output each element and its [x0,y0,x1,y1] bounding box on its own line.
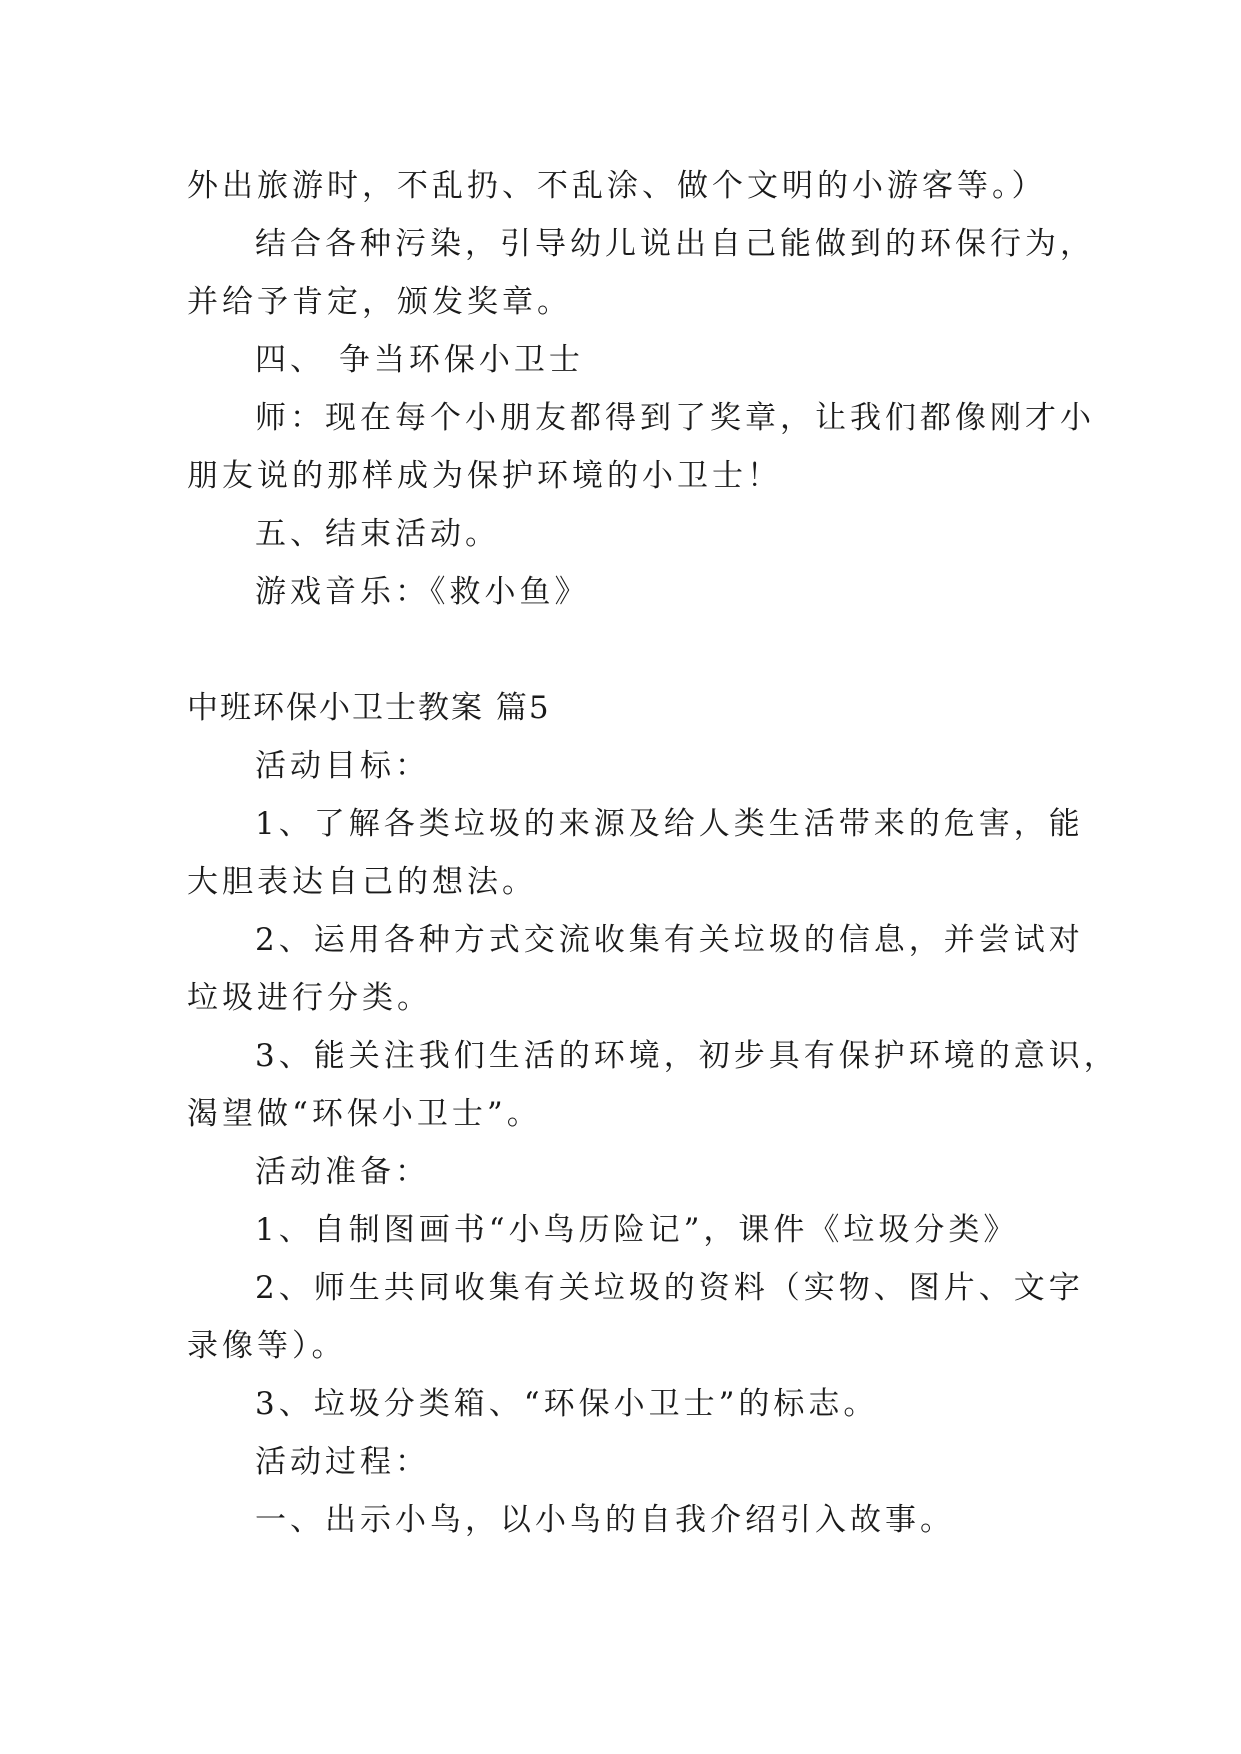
section-heading: 活动目标： [255,748,430,784]
text-line: 1、自制图画书“小鸟历险记”，课件《垃圾分类》 [255,1212,1019,1248]
text-line: 3、能关注我们生活的环境，初步具有保护环境的意识， [255,1038,1119,1074]
document-title: 中班环保小卫士教案 篇5 [187,690,551,726]
section-heading: 活动准备： [255,1154,430,1190]
text-line: 并给予肯定，颁发奖章。 [187,284,572,320]
text-line: 垃圾进行分类。 [187,980,432,1016]
text-line: 结合各种污染，引导幼儿说出自己能做到的环保行为， [255,226,1095,262]
section-heading: 四、 争当环保小卫士 [255,342,584,378]
text-line: 1、了解各类垃圾的来源及给人类生活带来的危害，能 [255,806,1084,842]
text-line: 朋友说的那样成为保护环境的小卫士！ [187,458,782,494]
text-line: 外出旅游时，不乱扔、不乱涂、做个文明的小游客等。） [187,168,1047,204]
text-line: 游戏音乐：《救小鱼》 [255,574,590,610]
section-heading: 活动过程： [255,1444,430,1480]
text-line: 3、垃圾分类箱、“环保小卫士”的标志。 [255,1386,879,1422]
text-line: 大胆表达自己的想法。 [187,864,537,900]
text-line: 一、出示小鸟，以小鸟的自我介绍引入故事。 [255,1502,955,1538]
section-heading: 五、结束活动。 [255,516,500,552]
text-line: 2、师生共同收集有关垃圾的资料（实物、图片、文字 [255,1270,1084,1306]
text-line: 渴望做“环保小卫士”。 [187,1096,542,1132]
text-line: 2、运用各种方式交流收集有关垃圾的信息，并尝试对 [255,922,1084,958]
text-line: 录像等）。 [187,1328,347,1364]
text-line: 师：现在每个小朋友都得到了奖章，让我们都像刚才小 [255,400,1095,436]
